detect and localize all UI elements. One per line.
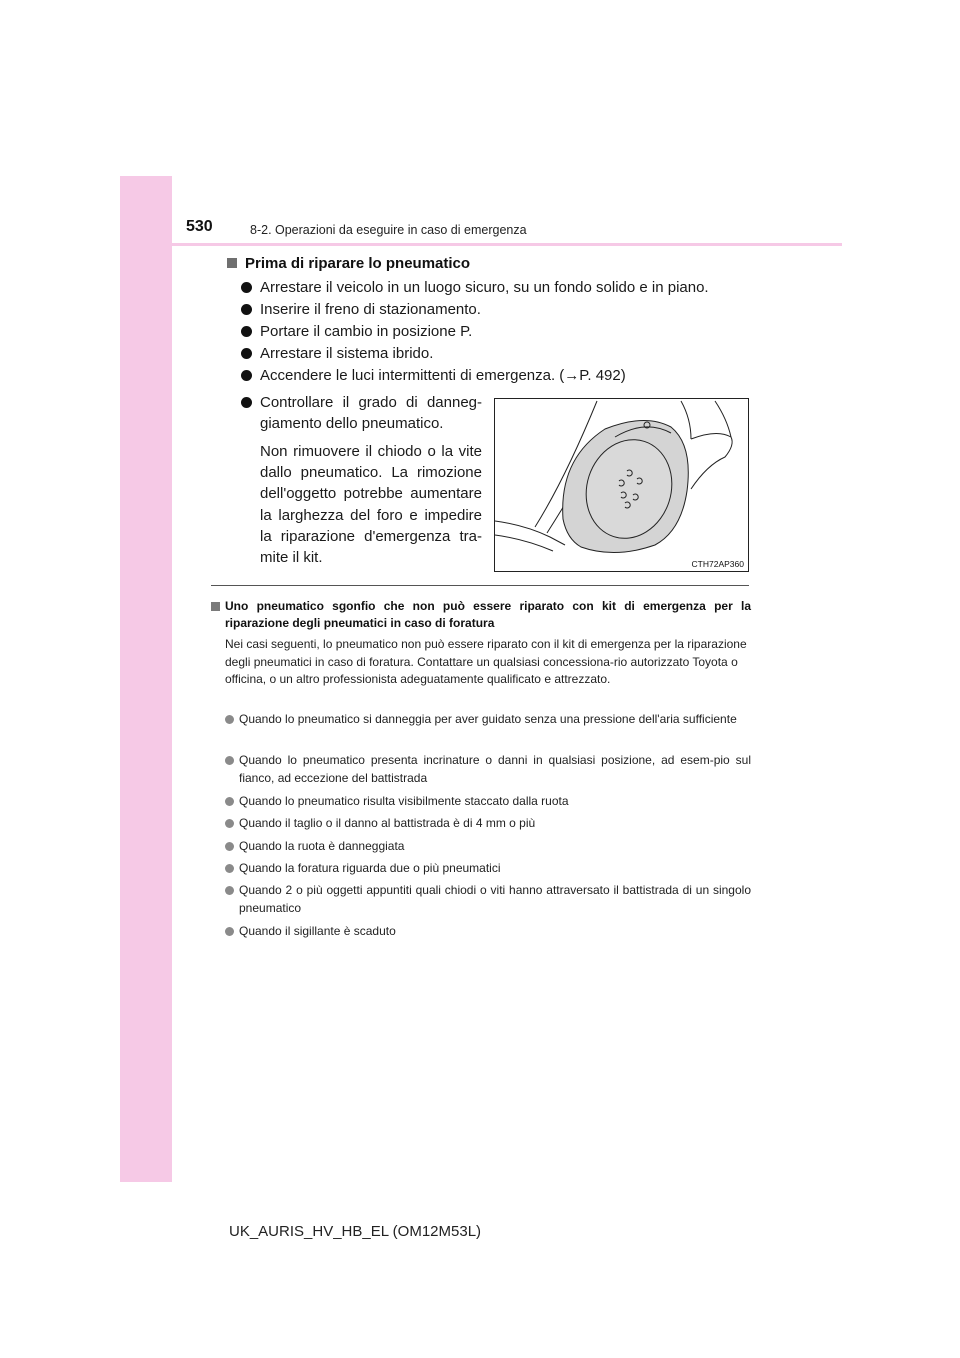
list-item-text: Quando la foratura riguarda due o più pneumatici: [239, 861, 501, 875]
list-item-detail: [260, 441, 482, 568]
list-item-text: Quando lo pneumatico si danneggia per aver guidato senza una pressione dell'aria sufficiente: [239, 712, 737, 726]
text-line: dell'oggetto potrebbe aumentare: [260, 485, 482, 503]
text-line: Non rimuovere il chiodo o la vite: [260, 443, 482, 460]
list-item-text: [260, 392, 482, 434]
list-item: [225, 815, 751, 833]
round-bullet-icon: [225, 756, 234, 765]
round-bullet-icon: [241, 304, 252, 315]
list-item: [225, 838, 751, 856]
round-bullet-icon: [225, 842, 234, 851]
list-item-text: Quando il sigillante è scaduto: [239, 924, 396, 938]
round-bullet-icon: [241, 397, 252, 408]
list-item-text: Inserire il freno di stazionamento.: [260, 301, 481, 318]
list-item: [225, 882, 751, 917]
round-bullet-icon: [241, 326, 252, 337]
list-item-text: Quando la ruota è danneggiata: [239, 839, 405, 853]
text-line: la riparazione d'emergenza tra-: [260, 527, 482, 545]
list-item: [225, 711, 751, 729]
list-item-text: Portare il cambio in posizione P.: [260, 323, 473, 340]
list-item: [225, 860, 751, 878]
list-item: [225, 793, 751, 811]
text-line: giamento dello pneumatico.: [260, 415, 444, 432]
divider: [211, 585, 749, 586]
round-bullet-icon: [225, 864, 234, 873]
figure-code: CTH72AP360: [691, 559, 744, 569]
round-bullet-icon: [225, 819, 234, 828]
round-bullet-icon: [241, 370, 252, 381]
list-item-text: Quando il taglio o il danno al battistrada è di 4 mm o più: [239, 816, 536, 830]
page-number: 530: [186, 218, 213, 235]
list-item-text: Quando lo pneumatico risulta visibilmente staccato dalla ruota: [239, 794, 569, 808]
square-bullet-icon: [211, 602, 220, 611]
section-title: 8-2. Operazioni da eseguire in caso di emergenza: [250, 223, 527, 237]
section-heading-text: Prima di riparare lo pneumatico: [245, 255, 471, 272]
text-line: la larghezza del foro e impedire: [260, 506, 482, 524]
list-item: [225, 923, 751, 941]
round-bullet-icon: [241, 348, 252, 359]
round-bullet-icon: [241, 282, 252, 293]
list-item-text: Quando 2 o più oggetti appuntiti quali chiodi o viti hanno attraversato il battistrada di un singolo pneumatico: [239, 883, 751, 915]
footer-model-code: UK_AURIS_HV_HB_EL (OM12M53L): [229, 1223, 482, 1240]
note-heading-text: Uno pneumatico sgonfio che non può essere riparato con kit di emergenza per la riparazione degli pneumatici in caso di foratura: [225, 599, 751, 630]
round-bullet-icon: [225, 715, 234, 724]
round-bullet-icon: [225, 927, 234, 936]
text-line: mite il kit.: [260, 549, 323, 567]
list-item-text: Accendere le luci intermittenti di emergenza. (→P. 492): [260, 367, 626, 384]
round-bullet-icon: [225, 886, 234, 895]
section-heading: [227, 255, 470, 272]
round-bullet-icon: [225, 797, 234, 806]
note-body: Nei casi seguenti, lo pneumatico non può essere riparato con il kit di emergenza per la riparazione degli pneumatici in caso di foratura. Contattare un qualsiasi concessiona-rio autorizzato Toyota o officina, o un altro professionista adeguatamente qualificato e attrezzato.: [225, 637, 747, 687]
header-rule: [120, 243, 842, 246]
note-heading: [211, 598, 751, 632]
tire-illustration: [494, 398, 749, 572]
list-item-text: Arrestare il veicolo in un luogo sicuro, su un fondo solido e in piano.: [260, 279, 709, 296]
text-line: Controllare il grado di danneg-: [260, 394, 482, 411]
list-item-text: Arrestare il sistema ibrido.: [260, 345, 434, 362]
tire-drawing: [495, 399, 748, 571]
square-bullet-icon: [227, 258, 237, 268]
list-item-text: Quando lo pneumatico presenta incrinature o danni in qualsiasi posizione, ad esem-pio sul fianco, ad eccezione del battistrada: [239, 753, 751, 785]
side-color-band: [120, 176, 172, 1182]
list-item: [225, 752, 751, 787]
text-line: dallo pneumatico. La rimozione: [260, 464, 482, 482]
